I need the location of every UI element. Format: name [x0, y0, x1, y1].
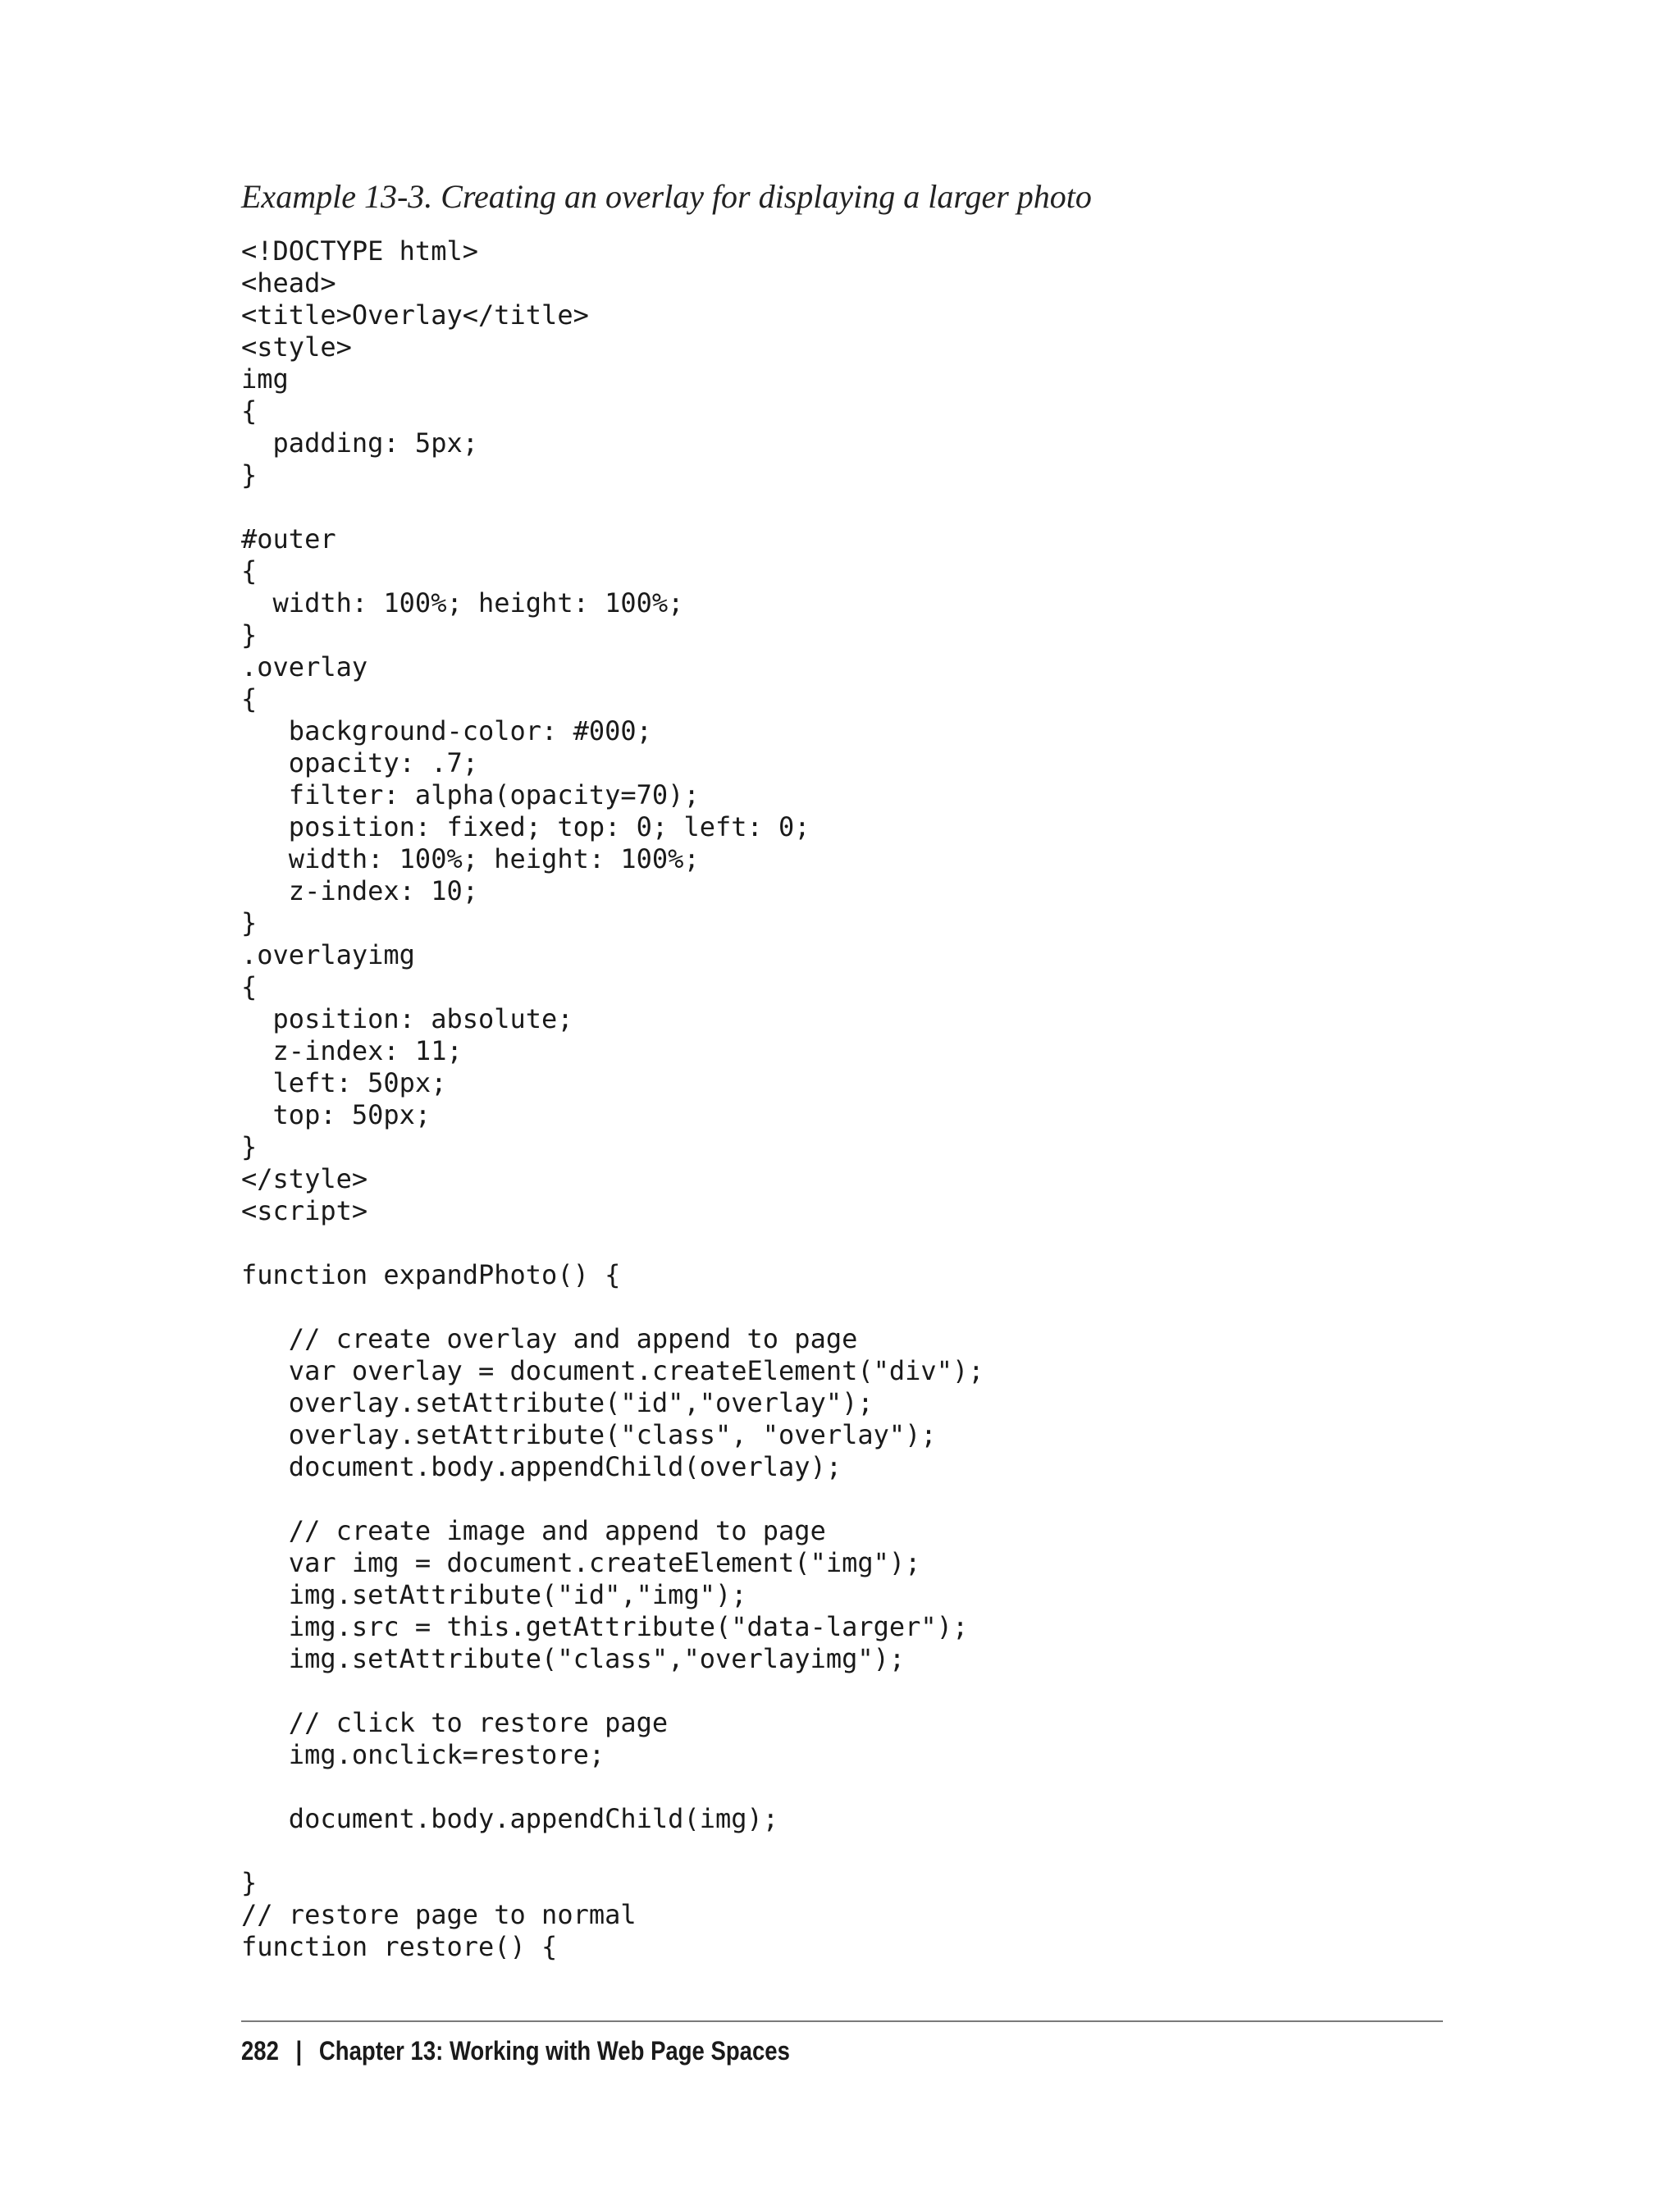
code-line: <title>Overlay</title>	[241, 299, 589, 331]
code-line: img.src = this.getAttribute("data-larger");	[241, 1611, 969, 1642]
code-line: width: 100%; height: 100%;	[241, 587, 684, 619]
code-line: {	[241, 971, 258, 1002]
code-line: img	[241, 363, 289, 395]
code-line: var img = document.createElement("img");	[241, 1547, 921, 1578]
example-caption: Example 13-3. Creating an overlay for displaying a larger photo	[241, 178, 1092, 215]
code-line: overlay.setAttribute("id","overlay");	[241, 1387, 874, 1418]
code-line: img.onclick=restore;	[241, 1739, 605, 1770]
code-listing	[241, 235, 984, 1963]
code-line: img.setAttribute("id","img");	[241, 1579, 747, 1610]
code-line: position: absolute;	[241, 1003, 573, 1034]
code-line: function restore() {	[241, 1931, 558, 1962]
code-line: {	[241, 395, 258, 427]
page-footer	[241, 2033, 790, 2069]
code-line: }	[241, 1867, 258, 1898]
code-line: z-index: 10;	[241, 875, 478, 906]
code-line: // click to restore page	[241, 1707, 669, 1738]
code-line: document.body.appendChild(overlay);	[241, 1451, 842, 1482]
code-line: document.body.appendChild(img);	[241, 1803, 779, 1834]
page-number: 282	[241, 2036, 279, 2066]
code-line: img.setAttribute("class","overlayimg");	[241, 1643, 906, 1674]
code-line	[241, 1835, 984, 1867]
code-line: <style>	[241, 331, 352, 363]
footer-separator: |	[295, 2036, 303, 2066]
code-line: }	[241, 619, 258, 651]
code-line: <head>	[241, 267, 336, 299]
code-line: filter: alpha(opacity=70);	[241, 779, 700, 810]
code-line: var overlay = document.createElement("div");	[241, 1355, 984, 1386]
code-line: .overlay	[241, 651, 368, 682]
code-line: width: 100%; height: 100%;	[241, 843, 700, 874]
code-line: <script>	[241, 1195, 368, 1226]
code-line: left: 50px;	[241, 1067, 447, 1098]
code-line: position: fixed; top: 0; left: 0;	[241, 811, 810, 842]
code-line: z-index: 11;	[241, 1035, 463, 1066]
chapter-title: Chapter 13: Working with Web Page Spaces	[318, 2036, 790, 2066]
code-line: opacity: .7;	[241, 747, 478, 778]
code-line: </style>	[241, 1163, 368, 1194]
code-line: }	[241, 907, 258, 938]
code-line	[241, 1227, 984, 1259]
code-line: background-color: #000;	[241, 715, 652, 746]
code-line: }	[241, 459, 258, 491]
code-line: {	[241, 683, 258, 714]
code-line	[241, 1291, 984, 1323]
code-line: overlay.setAttribute("class", "overlay");	[241, 1419, 937, 1450]
code-line: #outer	[241, 523, 336, 555]
footer-divider	[241, 2020, 1443, 2022]
code-line: // restore page to normal	[241, 1899, 637, 1930]
code-line	[241, 1675, 984, 1707]
code-line: <!DOCTYPE html>	[241, 235, 478, 267]
code-line: {	[241, 555, 258, 587]
code-line: top: 50px;	[241, 1099, 431, 1130]
code-line: }	[241, 1131, 258, 1162]
code-line: padding: 5px;	[241, 427, 478, 459]
code-line	[241, 491, 984, 523]
code-line	[241, 1771, 984, 1803]
code-line	[241, 1483, 984, 1515]
code-line: // create overlay and append to page	[241, 1323, 858, 1354]
code-line: // create image and append to page	[241, 1515, 826, 1546]
code-line: .overlayimg	[241, 939, 415, 970]
code-line: function expandPhoto() {	[241, 1259, 621, 1290]
